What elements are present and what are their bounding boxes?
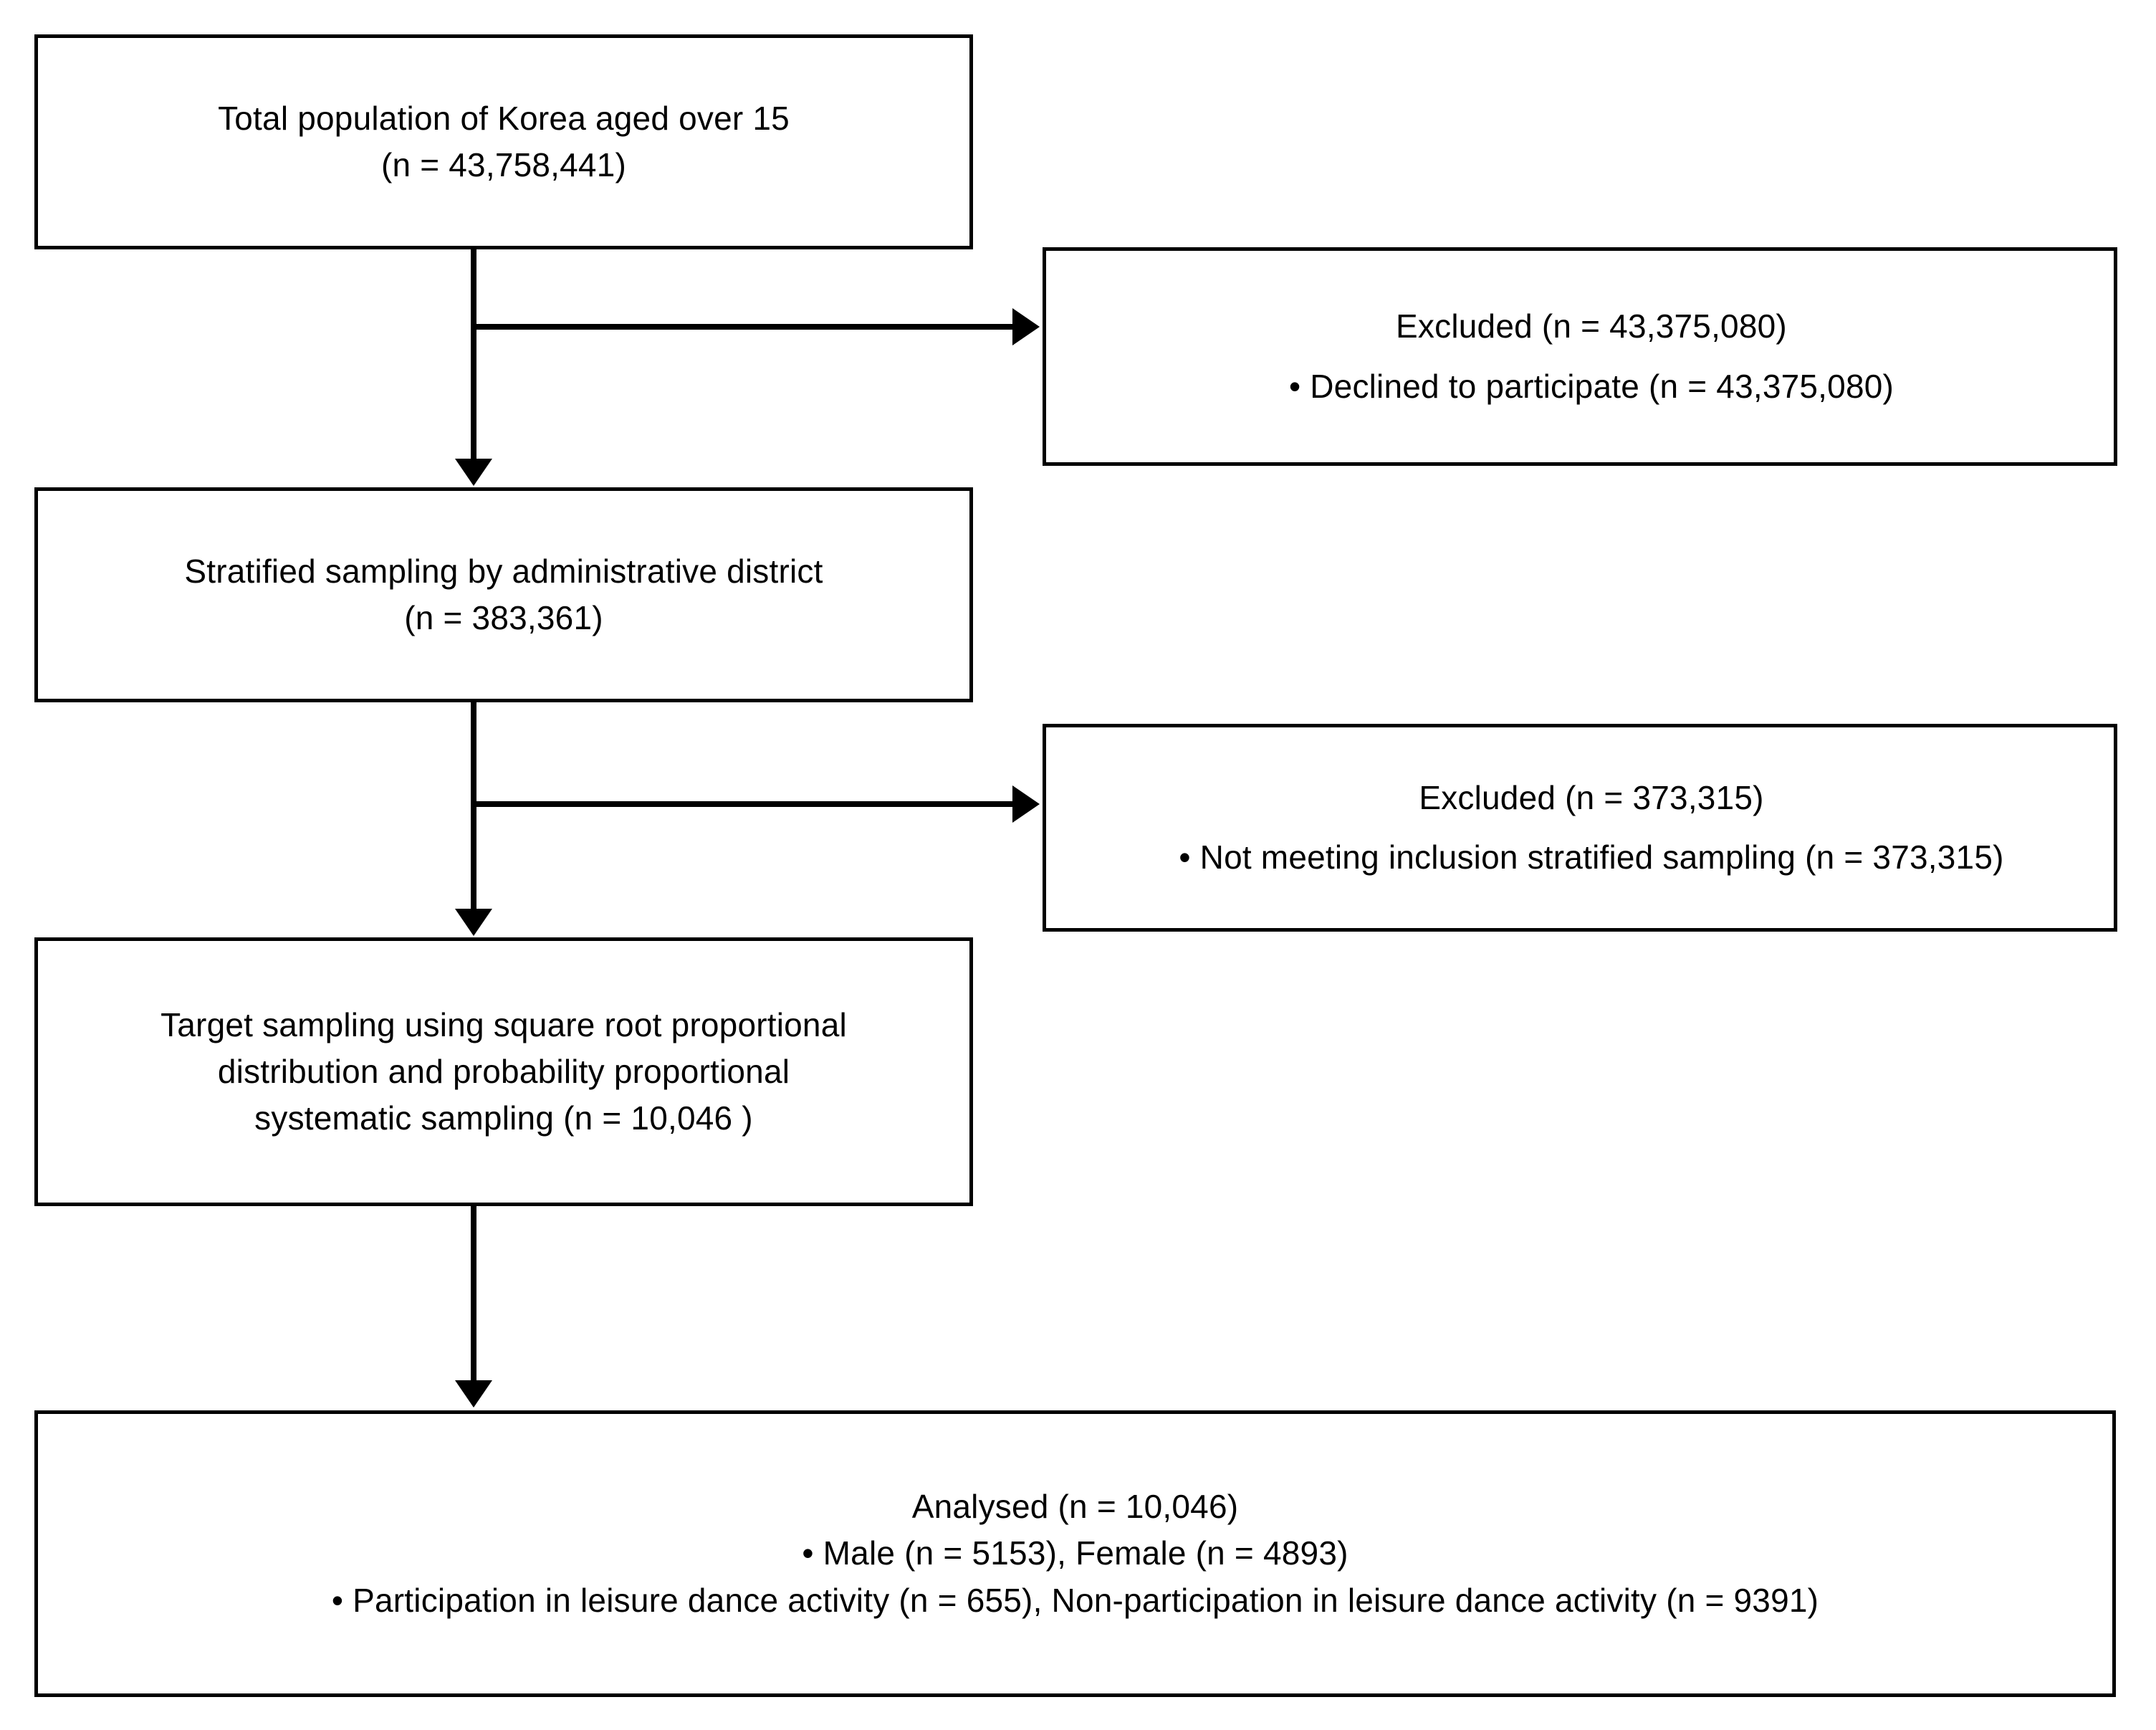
node-total-population-line-2: (n = 43,758,441) — [380, 146, 627, 183]
node-excluded-not-meeting-line-2: • Not meeting inclusion stratified sampling (n = 373,315) — [1179, 838, 2004, 876]
arrowhead-down-2 — [455, 909, 492, 936]
node-excluded-not-meeting-line-1: Excluded (n = 373,315) — [1419, 778, 1764, 816]
node-stratified-sampling-line-2: (n = 383,361) — [404, 599, 603, 636]
node-excluded-declined-line-1: Excluded (n = 43,375,080) — [1396, 307, 1787, 345]
node-total-population-line-1: Total population of Korea aged over 15 — [218, 99, 790, 137]
node-analysed-line-1: Analysed (n = 10,046) — [911, 1488, 1239, 1526]
node-target-sampling-line-3: systematic sampling (n = 10,046 ) — [254, 1099, 753, 1137]
connector-vertical-1 — [471, 249, 476, 460]
arrowhead-down-3 — [455, 1380, 492, 1408]
arrowhead-down-1 — [455, 459, 492, 486]
node-total-population — [34, 34, 973, 249]
node-target-sampling — [34, 937, 973, 1206]
node-target-sampling-line-1: Target sampling using square root proportional — [160, 1005, 847, 1043]
arrowhead-right-1 — [1012, 308, 1040, 345]
node-analysed-line-3: • Participation in leisure dance activity (n = 655), Non-participation in leisure dance activity (n = 9391) — [331, 1581, 1819, 1619]
node-excluded-declined-line-2: • Declined to participate (n = 43,375,080) — [1288, 367, 1894, 405]
node-target-sampling-line-2: distribution and probability proportional — [217, 1052, 790, 1090]
arrowhead-right-2 — [1012, 785, 1040, 823]
connector-horizontal-1 — [471, 324, 1015, 330]
node-excluded-declined — [1043, 247, 2117, 466]
node-analysed-line-2: • Male (n = 5153), Female (n = 4893) — [802, 1534, 1348, 1572]
connector-vertical-3 — [471, 1206, 476, 1382]
node-analysed — [34, 1410, 2116, 1697]
node-stratified-sampling-line-1: Stratified sampling by administrative district — [184, 552, 823, 590]
connector-horizontal-2 — [471, 801, 1015, 807]
node-excluded-not-meeting — [1043, 724, 2117, 932]
node-stratified-sampling — [34, 487, 973, 702]
